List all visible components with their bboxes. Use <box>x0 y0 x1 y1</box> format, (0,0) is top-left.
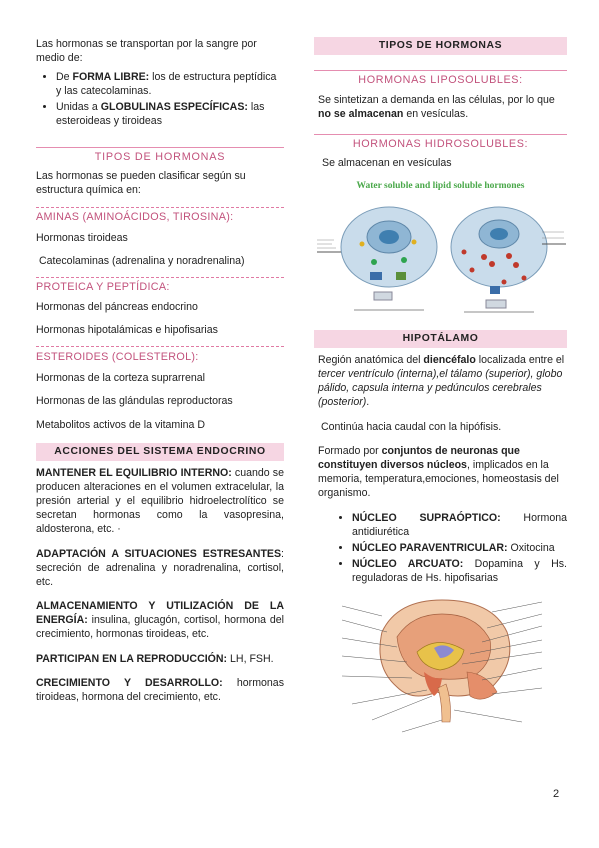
left-tipos-title: TIPOS DE HORMONAS <box>94 151 226 163</box>
accion-block: PARTICIPAN EN LA REPRODUCCIÓN: LH, FSH. <box>36 653 274 665</box>
lipo-text: Se sintetizan a demanda en las células, por lo que no se almacenan en vesículas. <box>318 94 555 120</box>
transport-intro <box>36 37 284 130</box>
list-item: • De FORMA LIBRE: los de estructura peptídica y las catecolaminas. <box>56 70 284 98</box>
accion-block: CRECIMIENTO Y DESARROLLO: hormonas tiroideas, hormona del crecimiento, etc. <box>36 677 284 703</box>
proteica-heading: PROTEICA Y PEPTÍDICA: <box>36 281 170 293</box>
esteroides-heading: ESTEROIDES (COLESTEROL): <box>36 351 199 363</box>
list-item: • NÚCLEO PARAVENTRICULAR: Oxitocina <box>352 541 567 555</box>
aminas-heading: AMINAS (AMINOÁCIDOS, TIROSINA): <box>36 211 234 223</box>
hipotalamo-p2: Continúa hacia caudal con la hipófisis. <box>321 421 502 433</box>
list-item: Hormonas de la corteza suprarrenal <box>36 372 205 384</box>
accion-block: ALMACENAMIENTO Y UTILIZACIÓN DE LA ENERGÍA: insulina, glucagón, cortisol, hormona del crecimiento, hormonas tiroideas, etc. <box>36 600 284 640</box>
list-item: • NÚCLEO SUPRAÓPTICO: Hormona antidiurética <box>352 511 567 539</box>
cell-diagram <box>314 192 567 320</box>
divider <box>314 70 567 71</box>
divider <box>36 147 284 148</box>
list-item: Catecolaminas (adrenalina y noradrenalina) <box>39 255 245 267</box>
divider <box>36 207 284 208</box>
accion-block: MANTENER EL EQUILIBRIO INTERNO: cuando se producen alteraciones en el volumen extracelular, la presión arterial y el equilibrio hidroelectrolítico se secretan hormonas como la vasopresina, aldosterona, etc. · <box>36 467 284 535</box>
hipotalamo-p3: Formado por conjuntos de neuronas que constituyen diversos núcleos, implicados en la memoria, temperatura,emociones, homeostasis del organismo. <box>318 445 559 499</box>
list-item: • NÚCLEO ARCUATO: Dopamina y Hs. reguladoras de Hs. hipofisarias <box>352 557 567 585</box>
nucleos-list <box>318 511 567 587</box>
tipos-text: Las hormonas se pueden clasificar según su estructura química en: <box>36 170 246 196</box>
intro-text: Las hormonas se transportan por la sangre por medio de: <box>36 38 257 64</box>
right-tipos-title: TIPOS DE HORMONAS <box>314 37 567 55</box>
hidro-text: Se almacenan en vesículas <box>322 157 452 169</box>
list-item: Metabolitos activos de la vitamina D <box>36 419 205 431</box>
hormones-figure <box>314 180 567 322</box>
figure-title: Water soluble and lipid soluble hormones <box>356 181 525 191</box>
acciones-title: ACCIONES DEL SISTEMA ENDOCRINO <box>36 443 284 461</box>
list-item: • Unidas a GLOBULINAS ESPECÍFICAS: las esteroideas y tiroideas <box>56 100 284 128</box>
hipotalamo-title: HIPOTÁLAMO <box>314 330 567 348</box>
hidro-heading: HORMONAS HIDROSOLUBLES: <box>352 138 529 150</box>
divider <box>36 346 284 347</box>
brain-illustration <box>342 592 542 738</box>
list-item: Hormonas tiroideas <box>36 232 128 244</box>
brain-figure <box>342 592 542 738</box>
hipotalamo-p1: Región anatómica del diencéfalo localizada entre el tercer ventrículo (interna),el tálamo (superior), globo pálido, capsula interna y pedúnculos cerebrales (posterior). <box>318 354 565 408</box>
divider <box>36 277 284 278</box>
accion-block: ADAPTACIÓN A SITUACIONES ESTRESANTES: secreción de adrenalina y noradrenalina, cortisol, etc. <box>36 548 284 588</box>
list-item: Hormonas del páncreas endocrino <box>36 301 198 313</box>
page-number: 2 <box>553 788 560 800</box>
divider <box>314 134 567 135</box>
list-item: Hormonas hipotalámicas e hipofisarias <box>36 324 218 336</box>
lipo-heading: HORMONAS LIPOSOLUBLES: <box>358 74 523 86</box>
transport-list <box>36 70 284 128</box>
list-item: Hormonas de las glándulas reproductoras <box>36 395 233 407</box>
